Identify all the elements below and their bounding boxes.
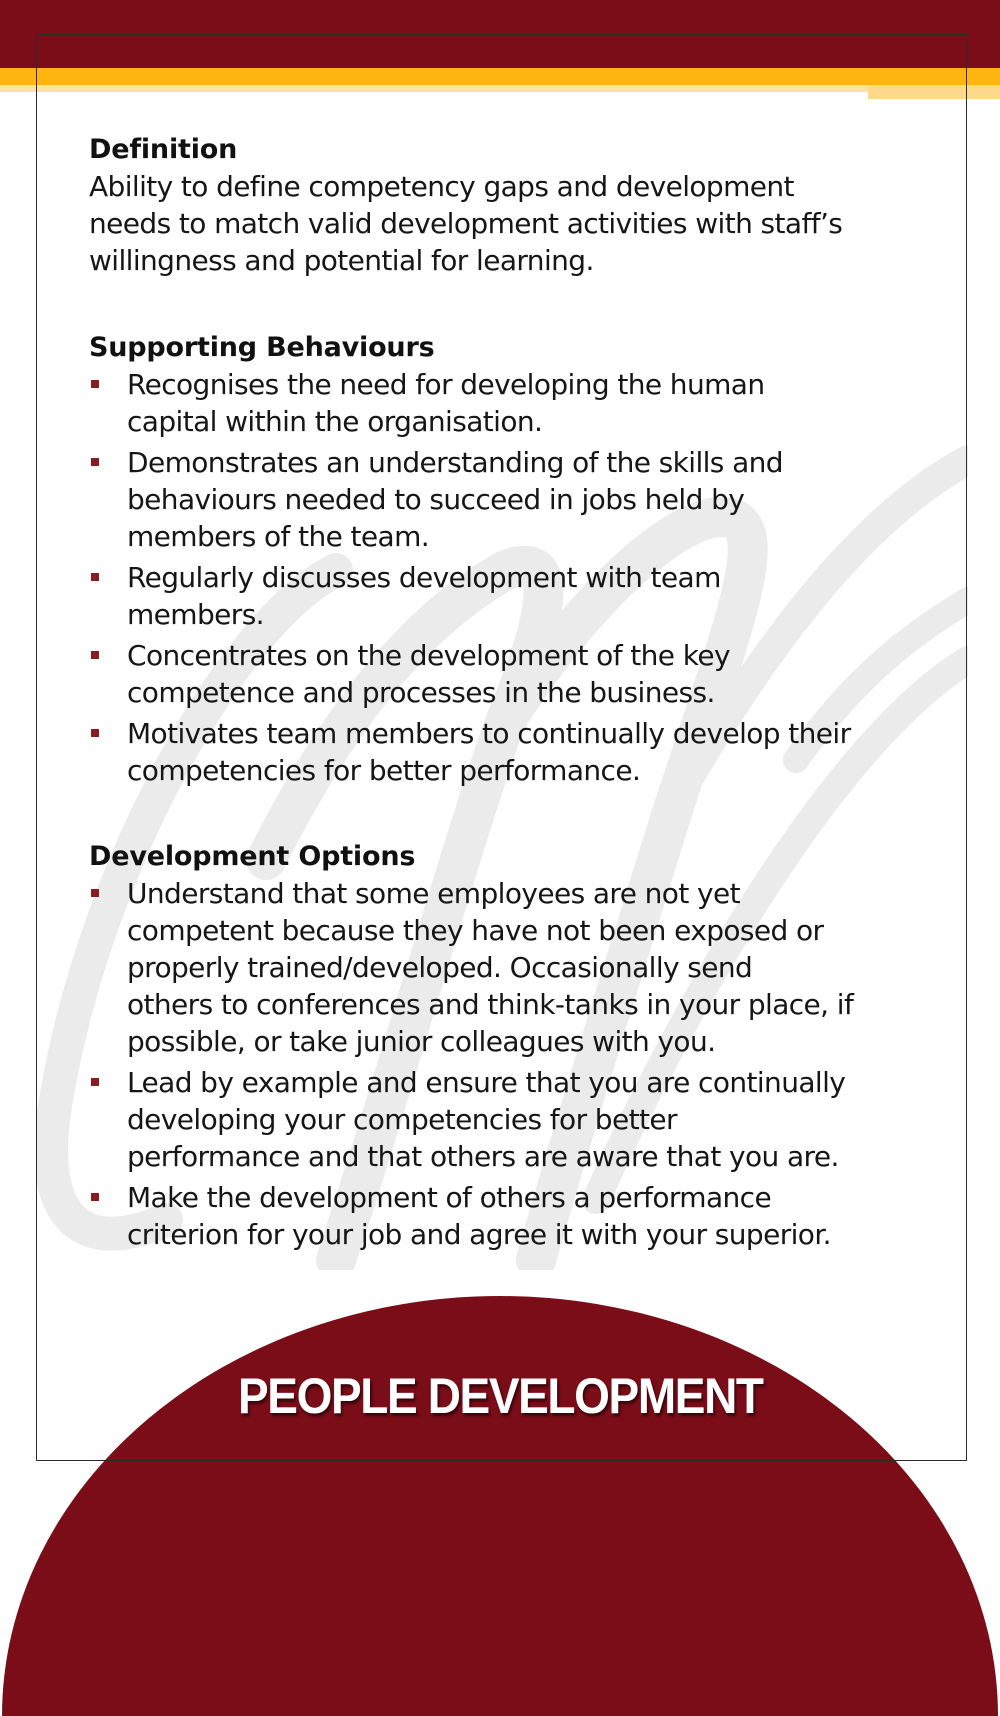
square-bullet-icon <box>91 1078 99 1086</box>
definition-line: Ability to define competency gaps and development <box>89 170 794 203</box>
definition-line: needs to match valid development activities with staff’s <box>89 207 843 240</box>
list-item-line: Recognises the need for developing the human <box>127 368 765 401</box>
list-item <box>89 1064 939 1175</box>
list-item-line: Regularly discusses development with team <box>127 561 721 594</box>
list-item-line: behaviours needed to succeed in jobs held by <box>127 483 745 516</box>
list-item-line: Lead by example and ensure that you are continually <box>127 1066 846 1099</box>
list-item-line: capital within the organisation. <box>127 405 543 438</box>
square-bullet-icon <box>91 458 99 466</box>
square-bullet-icon <box>91 729 99 737</box>
footer-dome <box>2 1296 998 1716</box>
list-item-line: competence and processes in the business. <box>127 676 715 709</box>
definition-line: willingness and potential for learning. <box>89 244 594 277</box>
list-item <box>89 875 939 1060</box>
square-bullet-icon <box>91 573 99 581</box>
square-bullet-icon <box>91 889 99 897</box>
list-item-line: competent because they have not been exposed or <box>127 914 824 947</box>
list-item-line: developing your competencies for better <box>127 1103 677 1136</box>
footer-title: PEOPLE DEVELOPMENT <box>237 1368 763 1424</box>
list-item <box>89 637 939 711</box>
list-item-line: Understand that some employees are not yet <box>127 877 740 910</box>
definition-section <box>89 131 939 279</box>
list-item-line: others to conferences and think-tanks in your place, if <box>127 988 854 1021</box>
list-item <box>89 444 939 555</box>
list-item-line: properly trained/developed. Occasionally send <box>127 951 753 984</box>
list-item <box>89 715 939 789</box>
list-item <box>89 1179 939 1253</box>
header-band-pale-gold <box>0 85 1000 92</box>
header-band-pale-gold-tab <box>868 85 1000 99</box>
list-item-line: members of the team. <box>127 520 430 553</box>
supporting-behaviours-section <box>89 329 939 793</box>
list-item-line: Motivates team members to continually develop their <box>127 717 851 750</box>
square-bullet-icon <box>91 380 99 388</box>
header-band-gold <box>0 68 1000 85</box>
list-item-line: competencies for better performance. <box>127 754 641 787</box>
list-item-line: possible, or take junior colleagues with you. <box>127 1025 716 1058</box>
list-item-line: Demonstrates an understanding of the skills and <box>127 446 783 479</box>
development-options-heading: Development Options <box>89 841 416 872</box>
list-item-line: members. <box>127 598 264 631</box>
square-bullet-icon <box>91 1193 99 1201</box>
development-options-section <box>89 838 939 1257</box>
list-item-line: performance and that others are aware that you are. <box>127 1140 839 1173</box>
list-item-line: Concentrates on the development of the key <box>127 639 730 672</box>
square-bullet-icon <box>91 651 99 659</box>
list-item <box>89 559 939 633</box>
supporting-behaviours-heading: Supporting Behaviours <box>89 332 435 363</box>
list-item-line: Make the development of others a performance <box>127 1181 772 1214</box>
list-item <box>89 366 939 440</box>
list-item-line: criterion for your job and agree it with your superior. <box>127 1218 831 1251</box>
definition-heading: Definition <box>89 134 238 165</box>
header-band-maroon <box>0 0 1000 68</box>
